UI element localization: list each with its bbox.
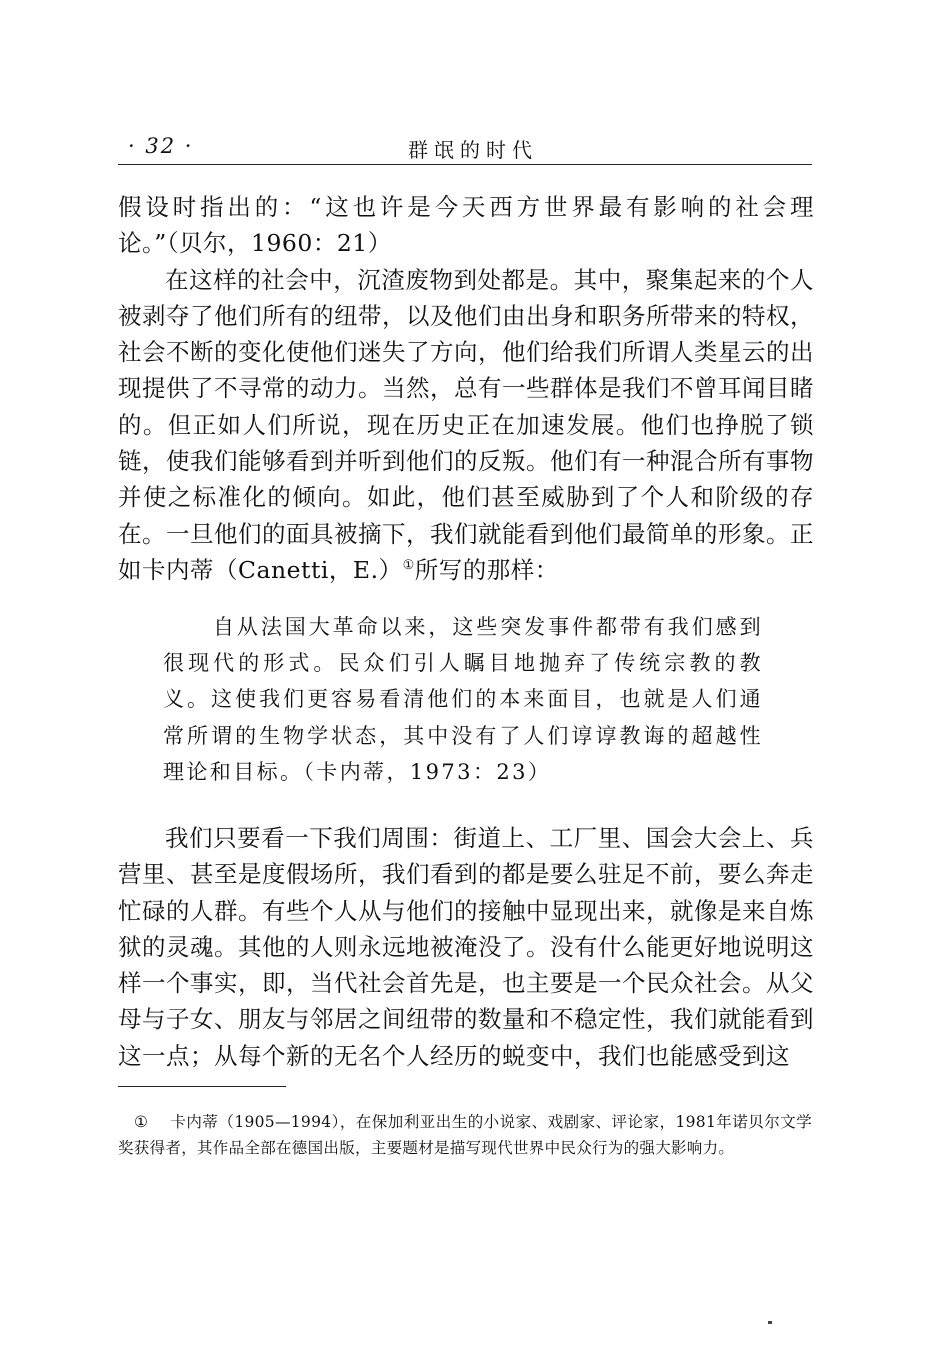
footnote xyxy=(118,1110,812,1161)
block-quote-text: 自从法国大革命以来，这些突发事件都带有我们感到很现代的形式。民众们引人瞩目地抛弃了传统宗教的教义。这使我们更容易看清他们的本来面目，也就是人们通常所谓的生物学状态，其中没有了人们谆谆教诲的超越性理论和目标。（卡内蒂，1973：23） xyxy=(163,615,763,784)
body-text-top xyxy=(118,189,814,588)
header-rule xyxy=(118,164,812,165)
footnote-text: 卡内蒂（1905—1994），在保加利亚出生的小说家、戏剧家、评论家，1981年诺贝尔文学奖获得者，其作品全部在德国出版，主要题材是描写现代世界中民众行为的强大影响力。 xyxy=(118,1113,813,1157)
scan-speck xyxy=(768,1321,772,1324)
paragraph-society xyxy=(118,262,814,589)
page-number: · 32 · xyxy=(128,134,194,158)
body-text-bottom xyxy=(118,820,814,1074)
paragraph-crowds: 我们只要看一下我们周围：街道上、工厂里、国会大会上、兵营里、甚至是度假场所，我们看到的都是要么驻足不前，要么奔走忙碌的人群。有些个人从与他们的接触中显现出来，就像是来自炼狱的灵魂。其他的人则永远地被淹没了。没有什么能更好地说明这样一个事实，即，当代社会首先是，也主要是一个民众社会。从父母与子女、朋友与邻居之间纽带的数量和不稳定性，我们就能看到这一点；从每个新的无名个人经历的蜕变中，我们也能感受到这 xyxy=(118,824,814,1070)
footnote-reference: ① xyxy=(402,558,415,574)
running-title: 群氓的时代 xyxy=(408,138,538,162)
block-quote xyxy=(163,609,763,790)
paragraph-society-tail: 所写的那样： xyxy=(414,555,559,584)
page-header xyxy=(118,134,812,164)
paragraph-continuation: 假设时指出的：“这也许是今天西方世界最有影响的社会理论。”（贝尔，1960：21） xyxy=(118,193,814,258)
paragraph-society-text: 在这样的社会中，沉渣废物到处都是。其中，聚集起来的个人被剥夺了他们所有的纽带，以及他们由出身和职务所带来的特权，社会不断的变化使他们迷失了方向，他们给我们所谓人类星云的出现提供了不寻常的动力。当然，总有一些群体是我们不曾耳闻目睹的。但正如人们所说，现在历史正在加速发展。他们也挣脱了锁链，使我们能够看到并听到他们的反叛。他们有一种混合所有事物并使之标准化的倾向。如此，他们甚至威胁到了个人和阶级的存在。一旦他们的面具被摘下，我们就能看到他们最简单的形象。正如卡内蒂（Canetti，E.） xyxy=(118,265,814,584)
footnote-paragraph xyxy=(118,1110,812,1161)
footnote-mark: ① xyxy=(134,1113,149,1131)
footnote-rule xyxy=(118,1086,286,1087)
